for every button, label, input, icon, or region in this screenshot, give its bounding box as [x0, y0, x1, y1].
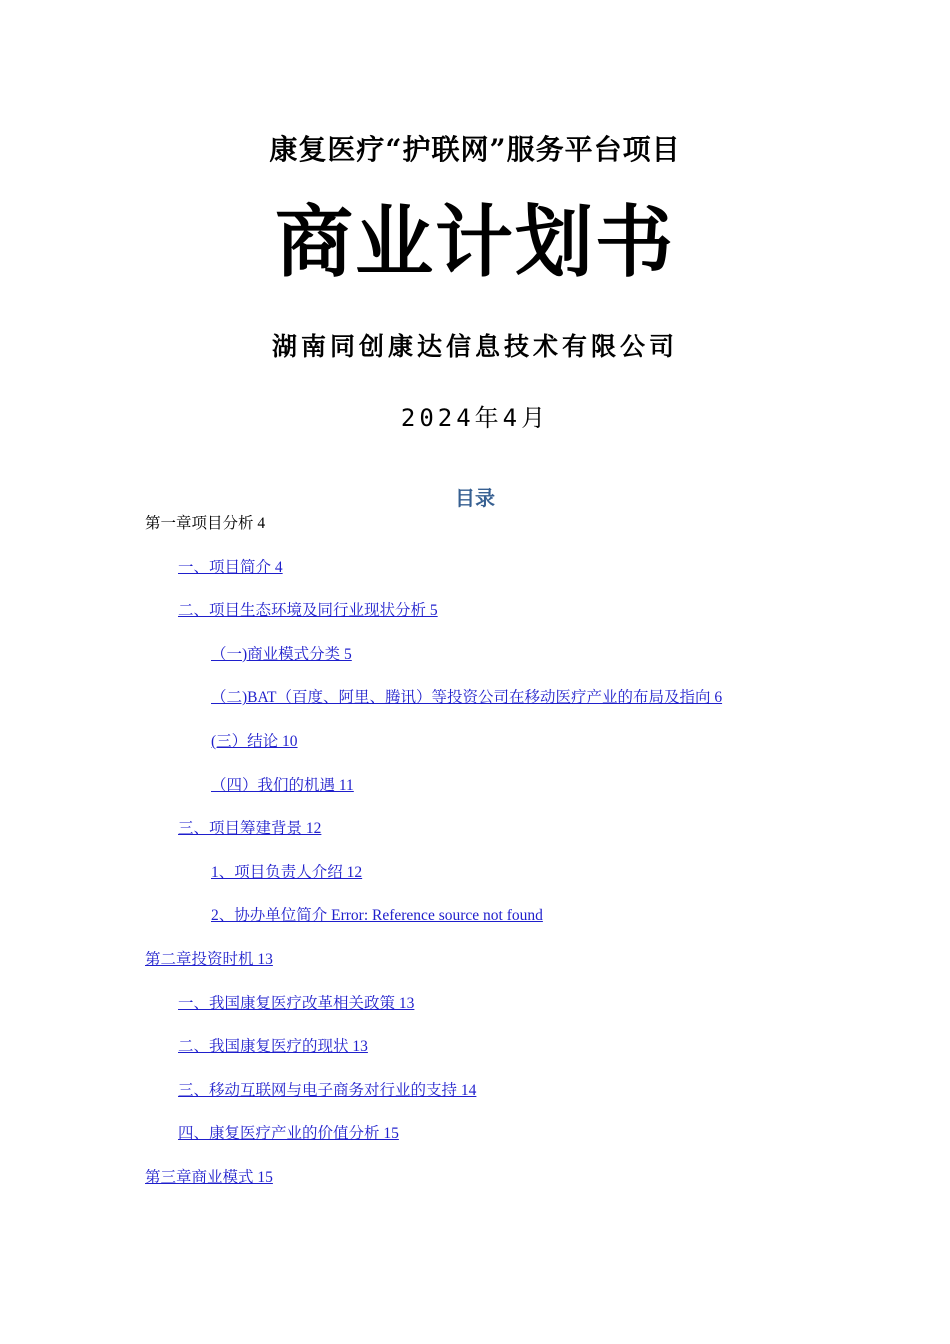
toc-link[interactable]: 一、项目简介 4	[178, 558, 283, 576]
toc-entry[interactable]	[0, 905, 950, 949]
toc-link[interactable]: (三）结论 10	[211, 732, 298, 750]
toc-link[interactable]: 2、协办单位简介 Error: Reference source not found	[211, 907, 543, 925]
toc-link[interactable]: （一)商业模式分类 5	[211, 645, 352, 663]
toc-entry[interactable]	[0, 687, 950, 731]
toc-link[interactable]: 三、移动互联网与电子商务对行业的支持 14	[178, 1081, 477, 1099]
toc-entry[interactable]	[0, 731, 950, 775]
toc-entry[interactable]	[0, 993, 950, 1037]
toc-link[interactable]: 1、项目负责人介绍 12	[211, 863, 363, 881]
toc-heading: 目录	[455, 486, 495, 510]
toc-entry[interactable]	[0, 1123, 950, 1167]
toc-entry[interactable]	[0, 1080, 950, 1124]
toc-entry[interactable]	[0, 949, 950, 993]
toc-link[interactable]: 二、我国康复医疗的现状 13	[178, 1038, 368, 1056]
toc-entry[interactable]	[0, 818, 950, 862]
toc-entry[interactable]	[0, 1167, 950, 1211]
cover-subtitle: 康复医疗“护联网”服务平台项目	[269, 133, 681, 166]
toc-link[interactable]: 第三章商业模式 15	[145, 1168, 273, 1186]
toc-link[interactable]: 二、项目生态环境及同行业现状分析 5	[178, 602, 438, 620]
toc-entry[interactable]	[0, 644, 950, 688]
company-name: 湖南同创康达信息技术有限公司	[271, 332, 678, 361]
toc-entry[interactable]	[0, 862, 950, 906]
toc-text: 第一章项目分析 4	[145, 515, 266, 532]
toc-link[interactable]: （二)BAT（百度、阿里、腾讯）等投资公司在移动医疗产业的布局及指向 6	[211, 689, 723, 707]
toc-entry[interactable]	[0, 557, 950, 601]
toc-link[interactable]: 第二章投资时机 13	[145, 950, 273, 968]
table-of-contents	[0, 513, 950, 1211]
toc-link[interactable]: 三、项目筹建背景 12	[178, 820, 322, 838]
toc-entry	[0, 513, 950, 557]
toc-link[interactable]: 一、我国康复医疗改革相关政策 13	[178, 994, 415, 1012]
cover-title: 商业计划书	[274, 198, 675, 288]
toc-entry[interactable]	[0, 775, 950, 819]
toc-link[interactable]: 四、康复医疗产业的价值分析 15	[178, 1125, 399, 1143]
toc-entry[interactable]	[0, 600, 950, 644]
cover-date: 2024年4月	[400, 404, 550, 432]
toc-entry[interactable]	[0, 1036, 950, 1080]
toc-link[interactable]: （四）我们的机遇 11	[211, 776, 354, 794]
